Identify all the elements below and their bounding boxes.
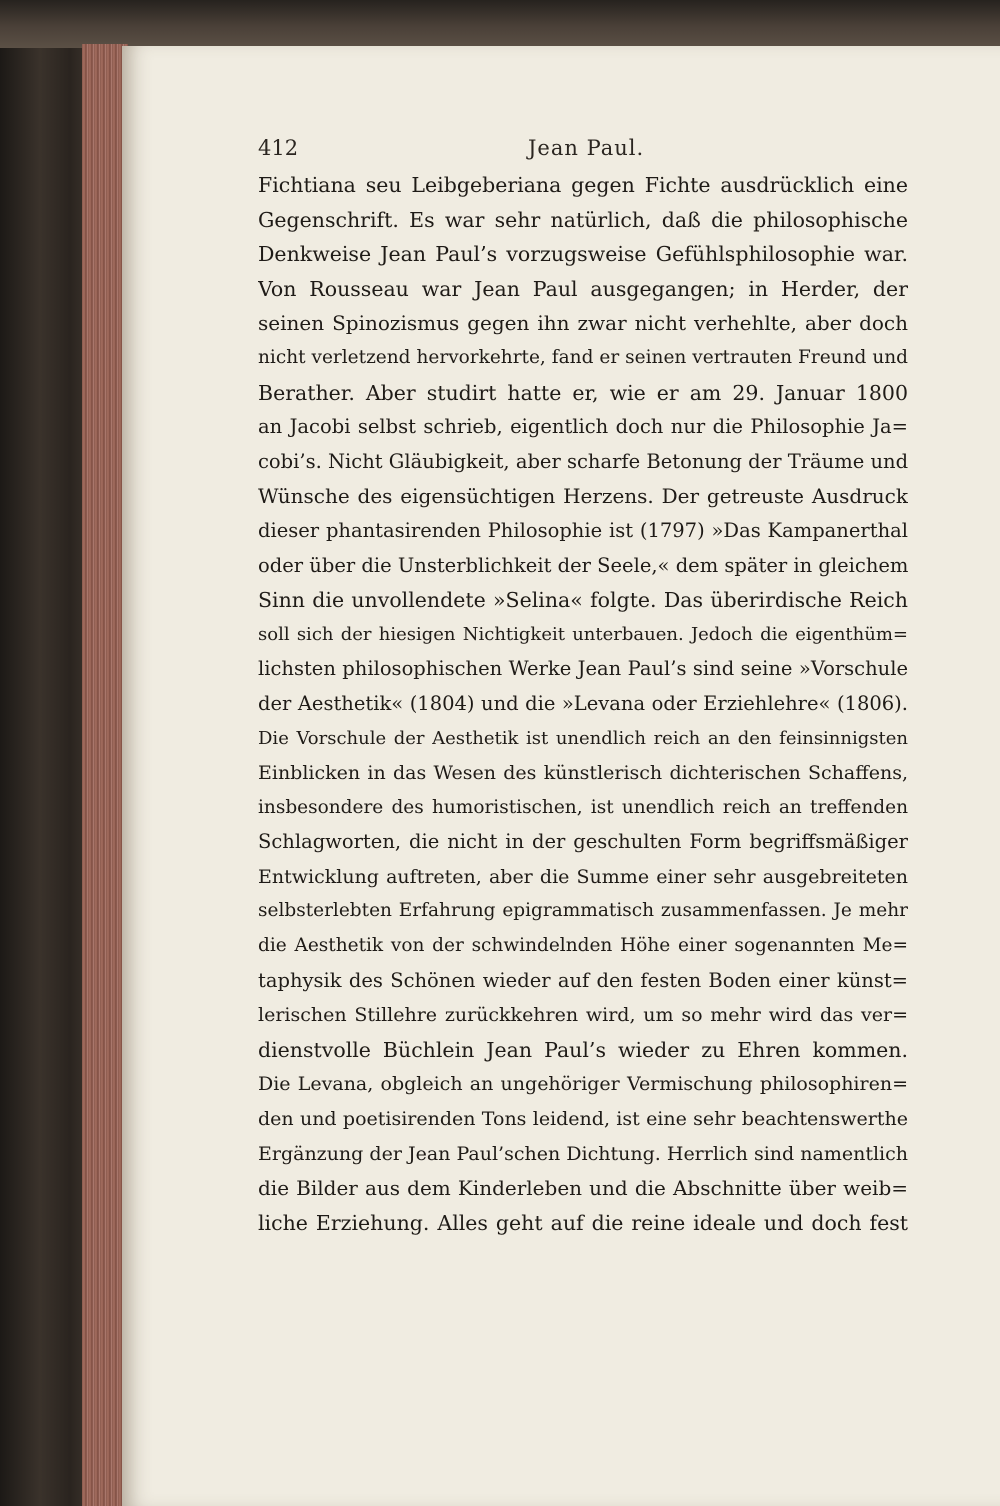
text-line: seinen Spinozismus gegen ihn zwar nicht verhehlte, aber doch xyxy=(258,311,908,336)
text-line: Die Levana, obgleich an ungehöriger Vermischung philosophiren= xyxy=(258,1073,908,1096)
text-line: insbesondere des humoristischen, ist unendlich reich an treffenden xyxy=(258,796,908,818)
text-line: Von Rousseau war Jean Paul ausgegangen; in Herder, der xyxy=(258,276,908,301)
text-line: taphysik des Schönen wieder auf den festen Boden einer künst= xyxy=(258,968,908,992)
text-line: selbsterlebten Erfahrung epigrammatisch zusammenfassen. Je mehr xyxy=(258,900,908,922)
text-line: Berather. Aber studirt hatte er, wie er am 29. Januar 1800 xyxy=(258,380,908,405)
text-line: oder über die Unsterblichkeit der Seele,« dem später in gleichem xyxy=(258,553,908,577)
text-line: der Aesthetik« (1804) und die »Levana oder Erziehlehre« (1806). xyxy=(258,691,908,715)
text-line: liche Erziehung. Alles geht auf die reine ideale und doch fest xyxy=(258,1210,908,1235)
body-text xyxy=(258,168,908,1240)
text-line: soll sich der hiesigen Nichtigkeit unterbauen. Jedoch die eigenthüm= xyxy=(258,623,908,645)
text-line: den und poetisirenden Tons leidend, ist eine sehr beachtenswerthe xyxy=(258,1108,908,1131)
text-line: Sinn die unvollendete »Selina« folgte. Das überirdische Reich xyxy=(258,588,908,613)
text-line: Denkweise Jean Paul’s vorzugsweise Gefühlsphilosophie war. xyxy=(258,242,908,267)
text-line: Wünsche des eigensüchtigen Herzens. Der getreuste Ausdruck xyxy=(258,484,908,509)
text-line: die Bilder aus dem Kinderleben und die Abschnitte über weib= xyxy=(258,1176,908,1201)
text-line: Schlagworten, die nicht in der geschulten Form begriffsmäßiger xyxy=(258,830,908,854)
text-line: lerischen Stillehre zurückkehren wird, um so mehr wird das ver= xyxy=(258,1004,908,1027)
text-line: an Jacobi selbst schrieb, eigentlich doch nur die Philosophie Ja= xyxy=(258,415,908,439)
text-line: Fichtiana seu Leibgeberiana gegen Fichte ausdrücklich eine xyxy=(258,173,908,197)
text-line: Ergänzung der Jean Paul’schen Dichtung. Herrlich sind namentlich xyxy=(258,1142,908,1165)
text-line: die Aesthetik von der schwindelnden Höhe einer sogenannten Me= xyxy=(258,935,908,957)
text-line: Einblicken in das Wesen des künstlerisch dichterischen Schaffens, xyxy=(258,762,908,785)
text-line: cobi’s. Nicht Gläubigkeit, aber scharfe Betonung der Träume und xyxy=(258,449,908,473)
running-title: Jean Paul. xyxy=(528,136,645,160)
text-line: Die Vorschule der Aesthetik ist unendlich reich an den feinsinnigsten xyxy=(258,727,908,749)
text-line: nicht verletzend hervorkehrte, fand er seinen vertrauten Freund und xyxy=(258,346,908,368)
text-line: lichsten philosophischen Werke Jean Paul’s sind seine »Vorschule xyxy=(258,657,908,681)
page-header xyxy=(258,136,908,166)
text-line: dieser phantasirenden Philosophie ist (1797) »Das Kampanerthal xyxy=(258,518,908,542)
book-spine-top xyxy=(0,0,1000,48)
text-line: Gegenschrift. Es war sehr natürlich, daß die philosophische xyxy=(258,207,908,232)
page-number: 412 xyxy=(258,136,299,160)
text-line: dienstvolle Büchlein Jean Paul’s wieder zu Ehren kommen. xyxy=(258,1037,908,1062)
text-line: Entwicklung auftreten, aber die Summe einer sehr ausgebreiteten xyxy=(258,865,908,888)
